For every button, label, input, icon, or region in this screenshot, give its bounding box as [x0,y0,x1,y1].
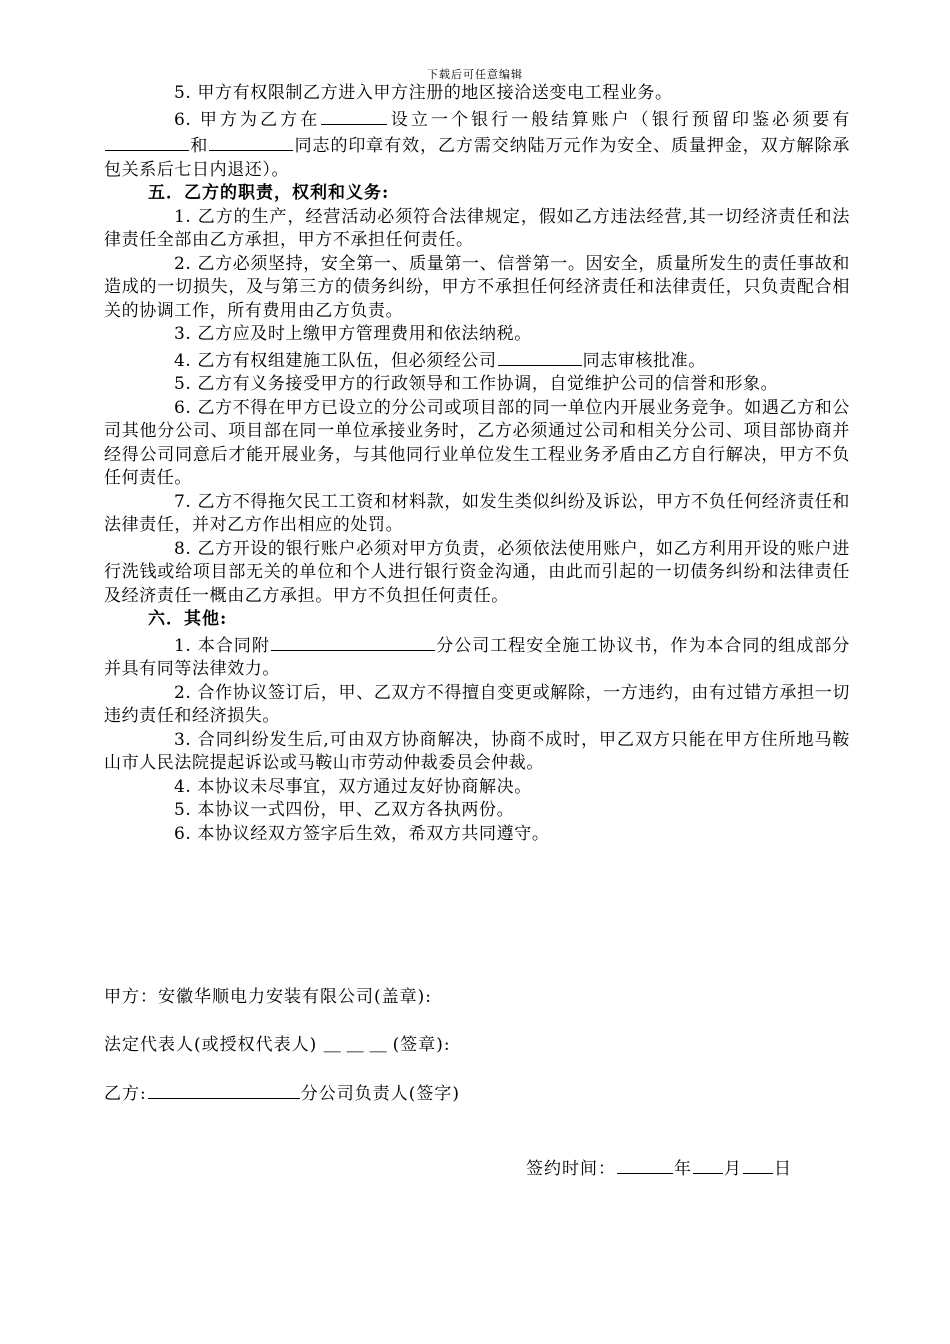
party-a-signature-line: 甲方：安徽华顺电力安装有限公司(盖章): [104,987,432,1007]
signing-date-label: 签约时间： [526,1159,616,1179]
clause-5-7: 7. 乙方不得拖欠民工工资和材料款，如发生类似纠纷及诉讼，甲方不负任何经济责任和法律责任，并对乙方作出相应的处罚。 [104,491,850,535]
clause-6-3: 3. 合同纠纷发生后,可由双方协商解决，协商不成时，甲乙双方只能在甲方住所地马鞍山市人民法院提起诉讼或马鞍山市劳动仲裁委员会仲裁。 [104,729,850,773]
legal-rep-signature-dashes[interactable]: ＿＿＿ [323,1035,393,1055]
branch-name-blank[interactable] [271,632,435,651]
day-label: 日 [774,1159,792,1179]
party-b-suffix: 分公司负责人(签字) [300,1084,460,1104]
party-b-label: 乙方: [104,1084,147,1104]
party-b-branch-blank[interactable] [148,1080,300,1099]
clause-5-4 [104,347,850,374]
clause-4-6-part-c: 和 [190,136,209,156]
section-6-heading: 六．其他: [148,609,228,629]
clause-4-6-part-d: 同志的印章有效，乙方需交纳陆万元作为安全、质量押金，双方解除承包关系后七日内退还）。 [104,136,850,180]
clause-5-2: 2. 乙方必须坚持，安全第一、质量第一、信誉第一。因安全，质量所发生的责任事故和造成的一切损失，及与第三方的债务纠纷，甲方不承担任何经济责任和法律责任，只负责配合相关的协调工作，所有费用由乙方负责。 [104,253,850,321]
clause-5-8: 8. 乙方开设的银行账户必须对甲方负责，必须依法使用账户，如乙方利用开设的账户进行洗钱或给项目部无关的单位和个人进行银行资金沟通，由此而引起的一切债务纠纷和法律责任及经济责任一概由乙方承担。甲方不负担任何责任。 [104,538,850,606]
legal-rep-label: 法定代表人(或授权代表人) [104,1035,318,1055]
month-blank[interactable] [693,1155,723,1174]
section-5-heading: 五．乙方的职责，权利和义务: [148,183,390,203]
seal-name-blank-1[interactable] [105,132,189,151]
legal-rep-suffix: (签章): [392,1035,451,1055]
bank-location-blank[interactable] [321,106,387,125]
clause-6-5: 5. 本协议一式四份，甲、乙双方各执两份。 [174,800,515,820]
clause-4-6 [104,106,850,183]
page-header-note: 下载后可任意编辑 [427,68,523,81]
clause-6-1-part-a: 1. 本合同附 [174,635,270,656]
day-blank[interactable] [743,1155,773,1174]
clause-4-6-part-b: 设立一个银行一般结算账户（银行预留印鉴必须要有 [388,109,850,130]
clause-4-6-part-a: 6. 甲方为乙方在 [174,109,321,130]
year-label: 年 [674,1159,692,1179]
clause-5-3: 3. 乙方应及时上缴甲方管理费用和依法纳税。 [174,324,532,344]
clause-5-4-part-a: 4. 乙方有权组建施工队伍，但必须经公司 [174,350,497,371]
signing-date-line [526,1154,792,1179]
month-label: 月 [724,1159,742,1179]
clause-6-4: 4. 本协议未尽事宜，双方通过友好协商解决。 [174,776,532,797]
party-b-signature-line [104,1079,460,1104]
clause-6-1-part-b: 分公司工程安全施工协议书，作为本合同的组成部分并具有同等法律效力。 [104,635,850,679]
year-blank[interactable] [617,1155,673,1174]
clause-6-1 [104,632,850,682]
contract-body [104,82,850,846]
clause-4-5: 5. 甲方有权限制乙方进入甲方注册的地区接洽送变电工程业务。 [174,83,673,103]
legal-representative-line [104,1030,451,1055]
seal-name-blank-2[interactable] [209,132,293,151]
clause-5-6: 6. 乙方不得在甲方已设立的分公司或项目部的同一单位内开展业务竞争。如遇乙方和公司其他分公司、项目部在同一单位承接业务时，乙方必须通过公司和相关分公司、项目部协商并经得公司同意后才能开展业务，与其他同行业单位发生工程业务矛盾由乙方自行解决，甲方不负任何责任。 [104,397,850,488]
clause-5-1: 1. 乙方的生产，经营活动必须符合法律规定，假如乙方违法经营,其一切经济责任和法律责任全部由乙方承担，甲方不承担任何责任。 [104,206,850,250]
clause-5-4-part-b: 同志审核批准。 [582,350,706,371]
clause-6-2: 2. 合作协议签订后，甲、乙双方不得擅自变更或解除，一方违约，由有过错方承担一切违约责任和经济损失。 [104,682,850,726]
approver-name-blank[interactable] [498,347,582,366]
clause-6-6: 6. 本协议经双方签字后生效，希双方共同遵守。 [174,823,550,844]
clause-5-5: 5. 乙方有义务接受甲方的行政领导和工作协调，自觉维护公司的信誉和形象。 [174,374,779,394]
